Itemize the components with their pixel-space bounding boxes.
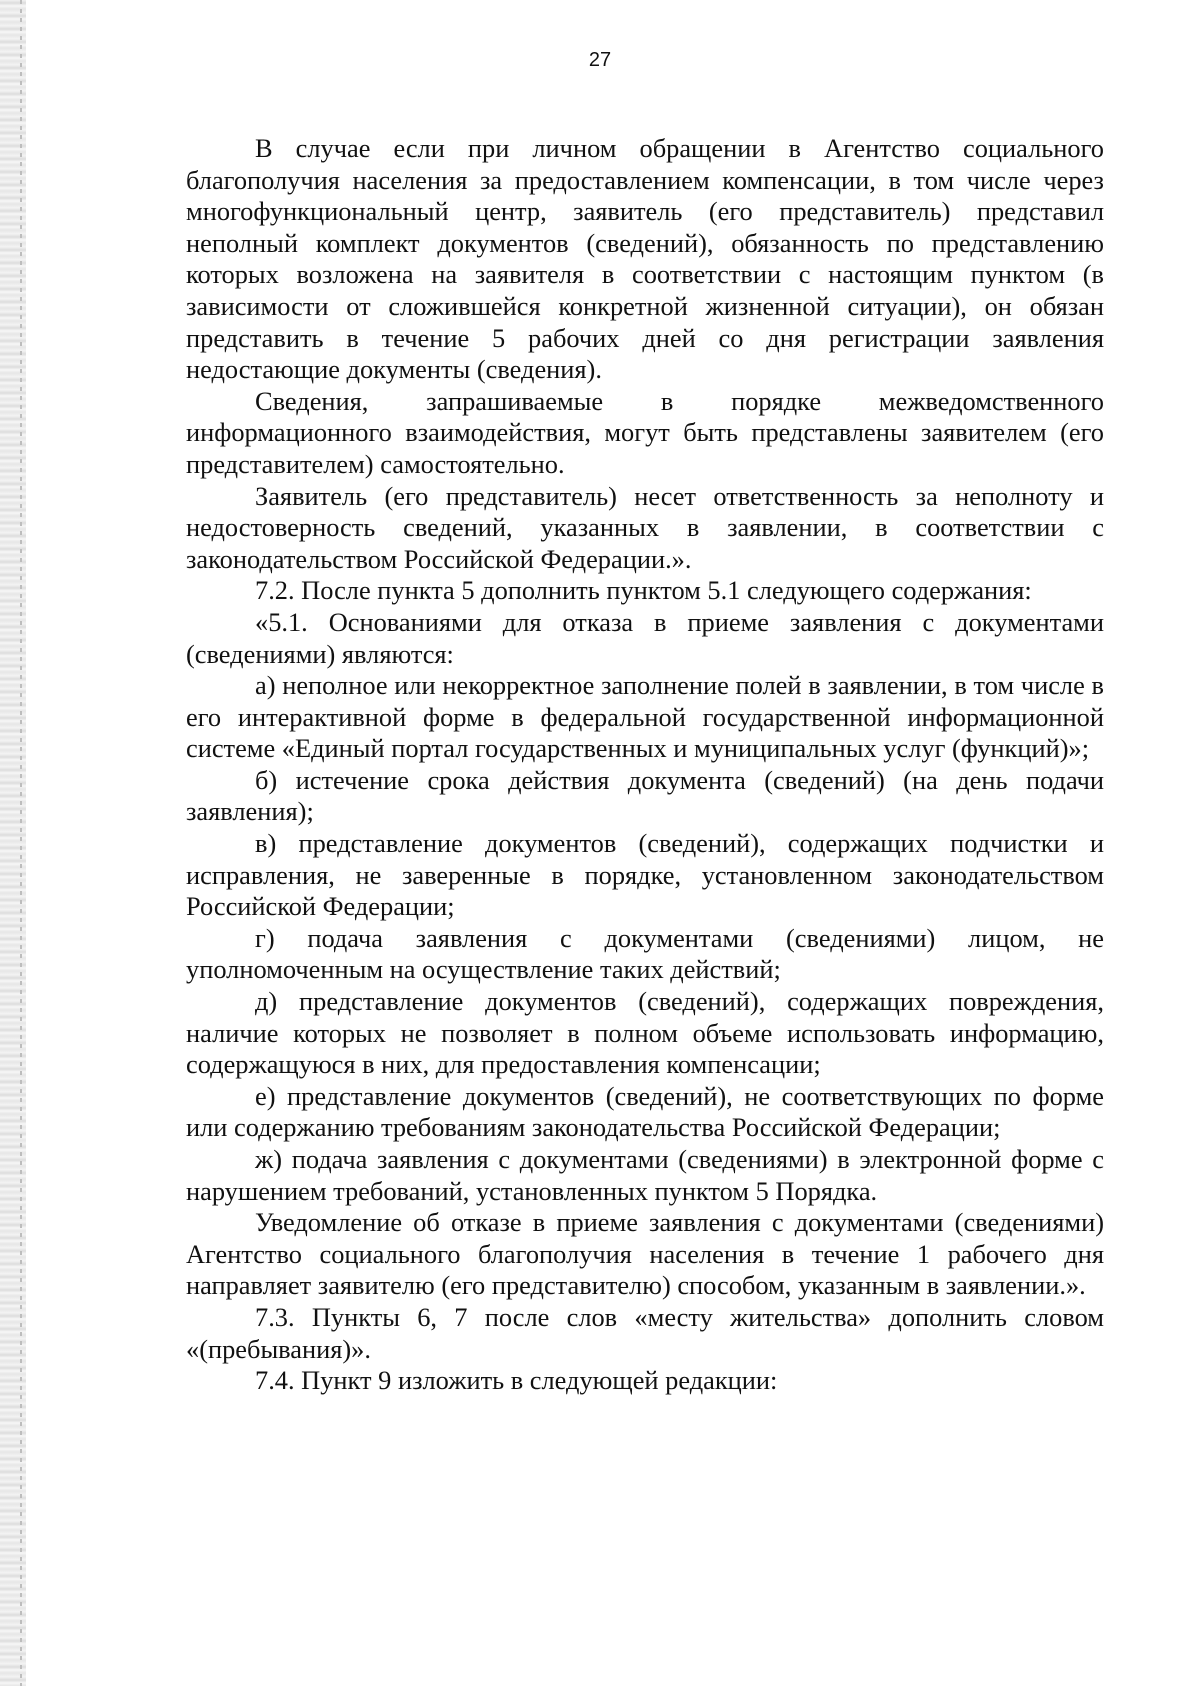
- scan-edge: [0, 0, 26, 1686]
- paragraph-grounds-for-refusal: «5.1. Основаниями для отказа в приеме заявления с документами (сведениями) являются:: [186, 606, 1104, 669]
- paragraph-amendment-7-3: 7.3. Пункты 6, 7 после слов «месту жительства» дополнить словом «(пребывания)».: [186, 1301, 1104, 1364]
- page-number: 27: [588, 49, 612, 71]
- paragraph-amendment-7-2: 7.2. После пункта 5 дополнить пунктом 5.1 следующего содержания:: [255, 575, 1032, 606]
- list-item-b: б) истечение срока действия документа (сведений) (на день подачи заявления);: [186, 764, 1104, 827]
- paragraph-incomplete-documents: В случае если при личном обращении в Агентство социального благополучия населения за предоставлением компенсации, в том числе через многофункциональный центр, заявитель (его представитель) представил неполный комплект документов (сведений), обязанность по представлению которых возложена на заявителя в соответствии с настоящим пунктом (в зависимости от сложившейся конкретной жизненной ситуации), он обязан представить в течение 5 рабочих дней со дня регистрации заявления недостающие документы (сведения).: [186, 133, 1104, 385]
- paragraph-applicant-responsibility: Заявитель (его представитель) несет ответственность за неполноту и недостоверность сведений, указанных в заявлении, в соответствии с законодательством Российской Федерации.».: [186, 480, 1104, 574]
- paragraph-interagency-info: Сведения, запрашиваемые в порядке межведомственного информационного взаимодействия, могут быть представлены заявителем (его представителем) самостоятельно.: [186, 385, 1104, 479]
- paragraph-amendment-7-4: 7.4. Пункт 9 изложить в следующей редакции:: [255, 1365, 778, 1396]
- list-item-d: д) представление документов (сведений), содержащих повреждения, наличие которых не позволяет в полном объеме использовать информацию, содержащуюся в них, для предоставления компенсации;: [186, 986, 1104, 1080]
- list-item-e: е) представление документов (сведений), не соответствующих по форме или содержанию требованиям законодательства Российской Федерации;: [186, 1080, 1104, 1143]
- list-item-v: в) представление документов (сведений), содержащих подчистки и исправления, не заверенные в порядке, установленном законодательством Российской Федерации;: [186, 828, 1104, 922]
- document-body: [186, 133, 1104, 1397]
- list-item-a: а) неполное или некорректное заполнение полей в заявлении, в том числе в его интерактивной форме в федеральной государственной информационной системе «Единый портал государственных и муниципальных услуг (функций)»;: [186, 670, 1104, 764]
- list-item-zh: ж) подача заявления с документами (сведениями) в электронной форме с нарушением требований, установленных пунктом 5 Порядка.: [186, 1144, 1104, 1206]
- paragraph-refusal-notice: Уведомление об отказе в приеме заявления с документами (сведениями) Агентство социального благополучия населения в течение 1 рабочего дня направляет заявителю (его представителю) способом, указанным в заявлении.».: [186, 1207, 1104, 1301]
- list-item-g: г) подача заявления с документами (сведениями) лицом, не уполномоченным на осуществление таких действий;: [186, 922, 1104, 985]
